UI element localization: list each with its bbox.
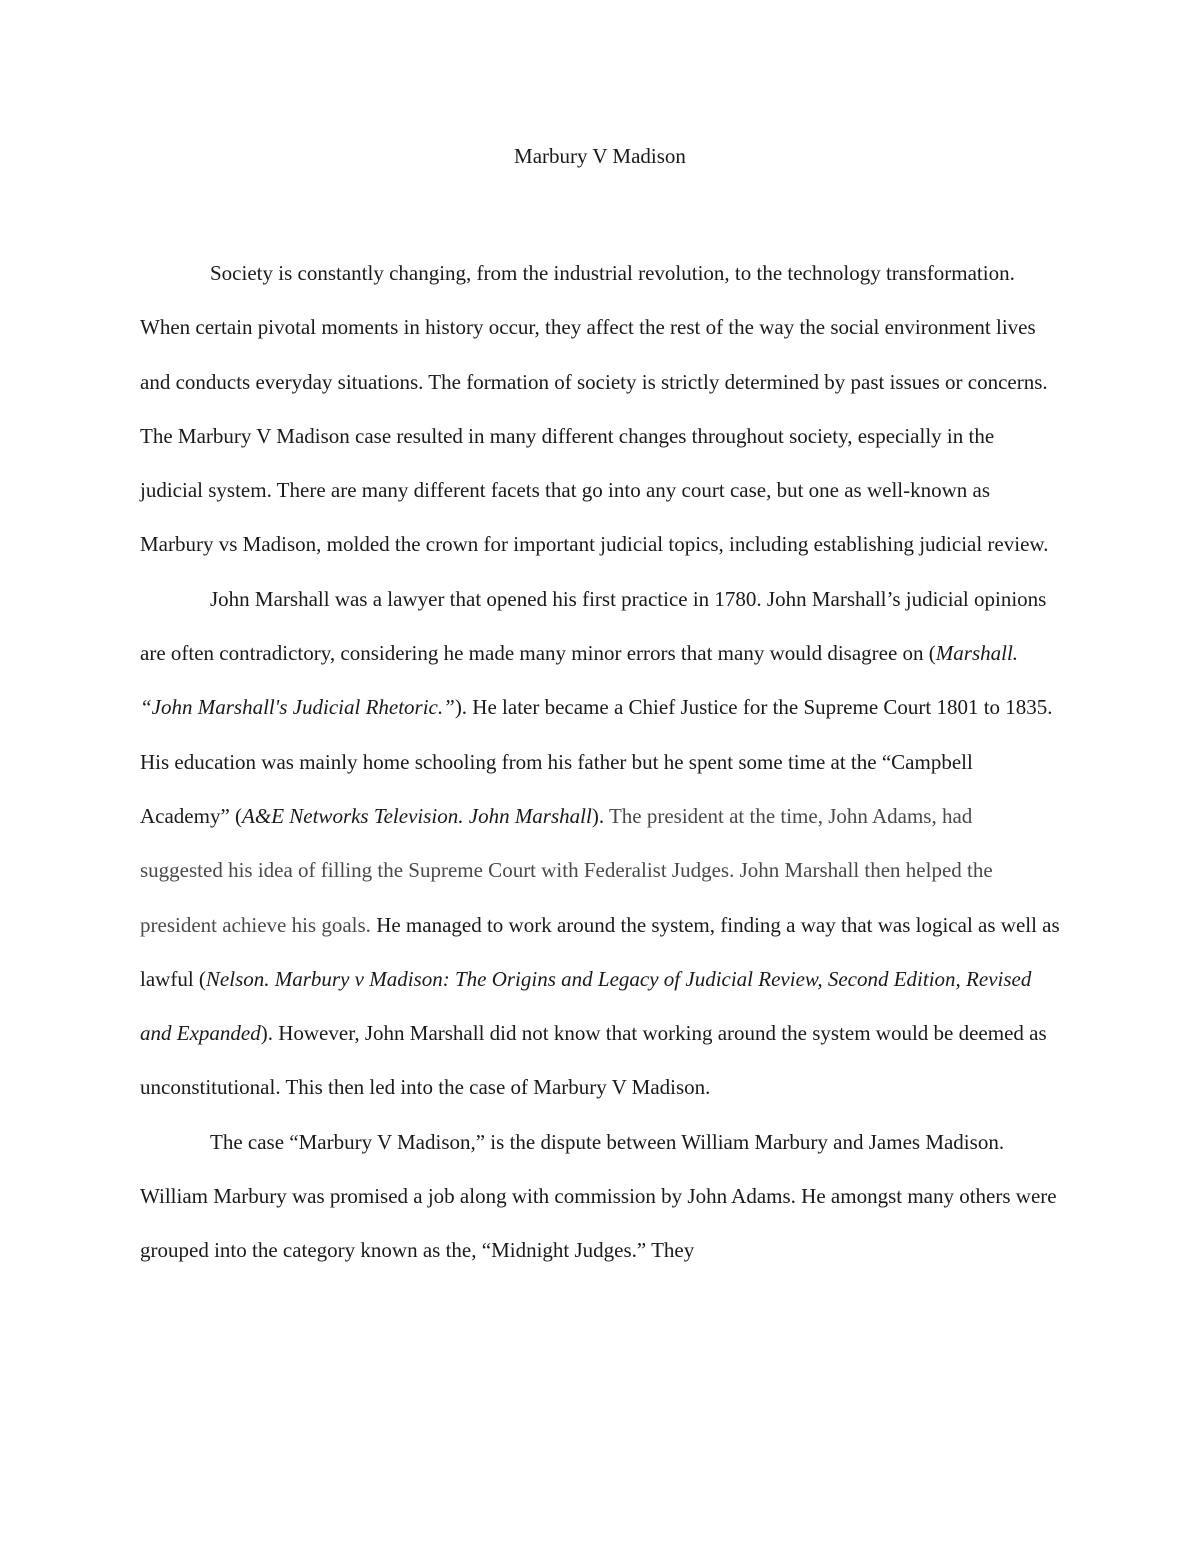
citation-ae-networks: A&E Networks Television. John Marshall [242,803,592,828]
document-body [140,246,1060,1278]
paragraph-2-text-4: He managed to work around the system, finding a way that was logical as well as lawful ( [140,912,1060,991]
paragraph-1: Society is constantly changing, from the industrial revolution, to the technology transformation. When certain pivotal moments in history occur, they affect the rest of the way the social environment lives and conducts everyday situations. The formation of society is strictly determined by past issues or concerns. The Marbury V Madison case resulted in many different changes throughout society, especially in the judicial system. There are many different facets that go into any court case, but one as well-known as Marbury vs Madison, molded the crown for important judicial topics, including establishing judicial review. [140,261,1049,557]
citation-nelson: Nelson. Marbury v Madison: The Origins and Legacy of Judicial Review, Second Edition, Revised and Expanded [140,966,1032,1046]
paragraph-2-text-3: ). [591,803,609,828]
paragraph-3: The case “Marbury V Madison,” is the dispute between William Marbury and James Madison. William Marbury was promised a job along with commission by John Adams. He amongst many others were grouped into the category known as the, “Midnight Judges.” They [140,1129,1057,1263]
paragraph-2-text-5: ). However, John Marshall did not know that working around the system would be deemed as unconstitutional. This then led into the case of Marbury V Madison. [140,1021,1047,1100]
paragraph-2 [140,572,1060,1115]
citation-marshall: Marshall. “John Marshall's Judicial Rhetoric.” [140,641,1019,720]
document-title: Marbury V Madison [514,144,686,168]
paragraph-2-muted-text: The president at the time, John Adams, had suggested his idea of filling the Supreme Court with Federalist Judges. John Marshall then helped the president achieve his goals. [140,803,993,937]
paragraph-2-text-1: John Marshall was a lawyer that opened his first practice in 1780. John Marshall’s judicial opinions are often contradictory, considering he made many minor errors that many would disagree on ( [140,586,1047,666]
paragraph-2-text-2: ). He later became a Chief Justice for the Supreme Court 1801 to 1835. His education was mainly home schooling from his father but he spent some time at the “Campbell Academy” ( [140,695,1053,828]
